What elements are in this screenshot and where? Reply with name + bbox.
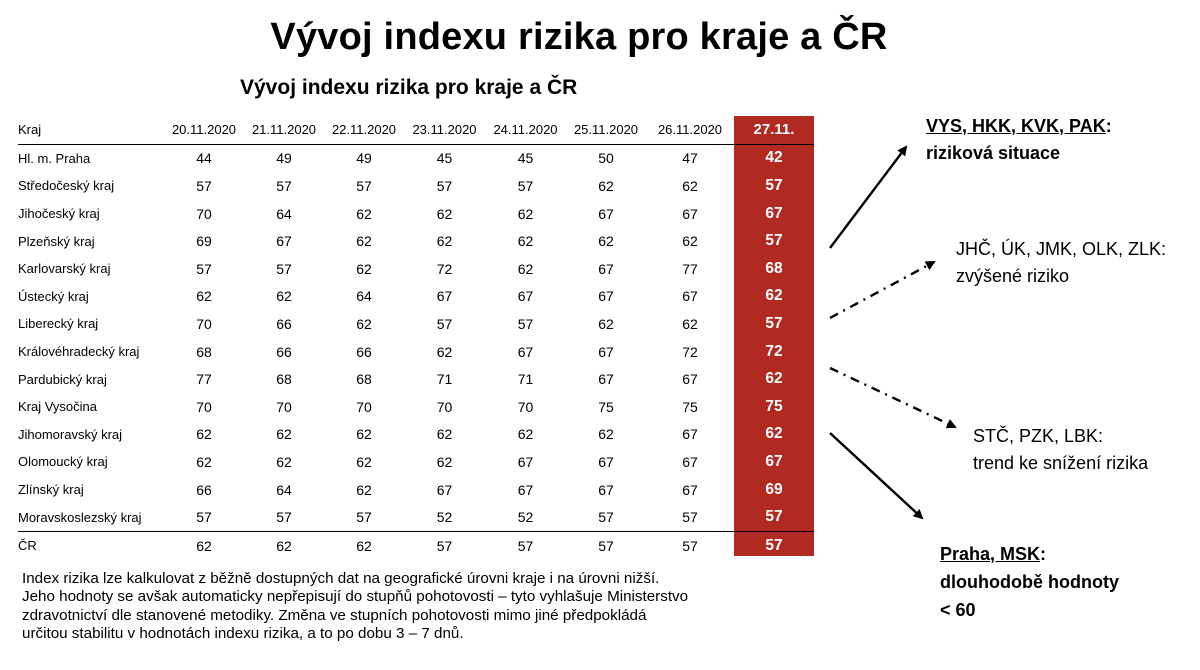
index-value: 62	[682, 233, 698, 250]
index-value: 62	[598, 233, 614, 250]
region-name: Jihomoravský kraj	[18, 426, 123, 442]
index-value: 57	[598, 537, 614, 554]
index-value: 68	[276, 371, 292, 388]
header-date: 25.11.2020	[573, 122, 639, 138]
index-value: 67	[598, 288, 614, 305]
index-value: 62	[517, 233, 534, 250]
index-value: 62	[517, 260, 534, 277]
index-value: 57	[682, 509, 698, 526]
index-value: 77	[196, 371, 212, 388]
index-value: 57	[436, 177, 453, 194]
index-value: 67	[436, 288, 453, 305]
index-value: 57	[436, 315, 453, 332]
region-name: Karlovarský kraj	[18, 261, 111, 277]
index-value: 75	[682, 398, 698, 415]
index-value: 67	[517, 343, 534, 360]
index-value: 67	[682, 481, 698, 498]
region-name: Pardubický kraj	[18, 371, 107, 387]
longterm-threshold: < 60	[940, 600, 976, 620]
index-value: 72	[682, 343, 698, 360]
index-value: 62	[276, 453, 292, 470]
header-latest-date: 27.11.	[753, 121, 795, 139]
index-value: 70	[276, 398, 292, 415]
index-value: 67	[682, 371, 698, 388]
index-value: 70	[196, 315, 212, 332]
index-value: 62	[598, 177, 614, 194]
region-name: Moravskoslezský kraj	[18, 509, 142, 525]
risk-codes: VYS, HKK, KVK, PAK	[926, 116, 1106, 136]
table-title: Vývoj indexu rizika pro kraje a ČR	[240, 76, 578, 99]
index-value: 67	[517, 453, 534, 470]
latest-index-value: 62	[765, 287, 783, 305]
index-value: 57	[436, 537, 453, 554]
region-name: Ústecký kraj	[18, 288, 89, 304]
index-value: 62	[598, 426, 614, 443]
index-value: 62	[276, 288, 292, 305]
latest-index-value: 57	[765, 508, 783, 526]
annotation-declining-trend	[973, 423, 1148, 477]
index-value: 57	[517, 315, 534, 332]
index-value: 49	[276, 150, 292, 167]
index-value: 57	[356, 177, 372, 194]
index-value: 70	[436, 398, 453, 415]
index-value: 57	[276, 177, 292, 194]
latest-index-value: 57	[765, 232, 783, 250]
index-value: 77	[682, 260, 698, 277]
index-value: 62	[356, 426, 372, 443]
declining-codes: STČ, PZK, LBK:	[973, 426, 1104, 446]
region-name: Plzeňský kraj	[18, 233, 95, 249]
region-name: ČR	[18, 538, 37, 554]
index-value: 62	[196, 453, 212, 470]
header-date: 23.11.2020	[412, 122, 477, 138]
footnote-line: Index rizika lze kalkulovat z běžně dostupných dat na geografické úrovni kraje i na úrovni nižší.	[22, 570, 660, 587]
index-value: 70	[196, 398, 212, 415]
index-value: 70	[356, 398, 372, 415]
index-value: 64	[276, 205, 292, 222]
region-name: Olomoucký kraj	[18, 454, 108, 470]
index-value: 69	[196, 233, 212, 250]
index-value: 52	[436, 509, 453, 526]
index-value: 62	[682, 177, 698, 194]
index-value: 50	[598, 150, 614, 167]
index-value: 57	[196, 177, 212, 194]
arrow-up-right-solid-icon	[830, 147, 906, 248]
index-value: 62	[682, 315, 698, 332]
index-value: 62	[436, 343, 453, 360]
index-value: 57	[682, 537, 698, 554]
region-name: Královéhradecký kraj	[18, 344, 140, 360]
index-value: 70	[517, 398, 534, 415]
latest-index-value: 69	[765, 480, 783, 498]
index-value: 64	[276, 481, 292, 498]
index-value: 66	[276, 315, 292, 332]
index-value: 62	[356, 260, 372, 277]
declining-text: trend ke snížení rizika	[973, 453, 1149, 473]
longterm-text: dlouhodobě hodnoty	[940, 572, 1119, 592]
elevated-codes: JHČ, ÚK, JMK, OLK, ZLK:	[956, 239, 1167, 259]
header-region: Kraj	[18, 122, 42, 138]
index-value: 52	[517, 509, 534, 526]
arrow-down-right-solid-icon	[830, 433, 922, 518]
latest-index-value: 67	[765, 452, 783, 470]
index-value: 62	[356, 315, 372, 332]
region-name: Hl. m. Praha	[18, 150, 91, 166]
annotation-long-term-low	[940, 540, 1119, 624]
index-value: 62	[598, 315, 614, 332]
latest-index-value: 62	[765, 370, 783, 388]
index-value: 62	[276, 426, 292, 443]
latest-index-value: 42	[765, 149, 783, 167]
footnote-line: Jeho hodnoty se avšak automaticky nepřepisují do stupňů pohotovosti – tyto vyhlašuje Ministerstvo	[22, 588, 689, 606]
index-value: 67	[682, 426, 698, 443]
index-value: 47	[682, 150, 698, 167]
index-value: 62	[436, 453, 453, 470]
longterm-codes: Praha, MSK	[940, 544, 1041, 564]
region-name: Jihočeský kraj	[18, 206, 100, 222]
index-value: 62	[356, 205, 372, 222]
header-date: 26.11.2020	[657, 122, 723, 138]
index-value: 67	[598, 343, 614, 360]
index-value: 62	[436, 205, 453, 222]
index-value: 57	[517, 177, 534, 194]
latest-index-value: 67	[765, 204, 783, 222]
index-value: 67	[276, 233, 292, 250]
index-value: 75	[598, 398, 614, 415]
index-value: 45	[436, 150, 453, 167]
index-value: 57	[276, 509, 292, 526]
header-date: 20.11.2020	[171, 122, 237, 138]
index-value: 67	[682, 288, 698, 305]
index-value: 67	[682, 453, 698, 470]
header-date: 21.11.2020	[251, 122, 317, 138]
index-value: 70	[196, 205, 212, 222]
index-value: 62	[436, 426, 453, 443]
index-value: 57	[517, 537, 534, 554]
index-value: 66	[356, 343, 372, 360]
longterm-codes-suffix: :	[1040, 544, 1047, 564]
index-value: 66	[276, 343, 292, 360]
risk-codes-suffix: :	[1105, 116, 1112, 136]
index-value: 62	[517, 205, 534, 222]
elevated-text: zvýšené riziko	[956, 266, 1070, 286]
latest-index-value: 75	[765, 397, 783, 415]
region-name: Středočeský kraj	[18, 178, 115, 194]
annotation-elevated-risk	[956, 236, 1166, 290]
index-value: 57	[196, 260, 212, 277]
latest-index-value: 57	[765, 314, 783, 332]
index-value: 71	[517, 371, 534, 388]
latest-index-value: 57	[765, 176, 783, 194]
latest-index-value: 68	[765, 259, 783, 277]
index-value: 72	[436, 260, 453, 277]
index-value: 67	[436, 481, 453, 498]
index-value: 44	[196, 150, 212, 167]
index-value: 62	[436, 233, 453, 250]
index-value: 67	[598, 481, 614, 498]
index-value: 62	[356, 481, 372, 498]
risk-text: riziková situace	[926, 143, 1061, 163]
footnote-line: zdravotnictví dle stanovené metodiky. Změna ve stupních pohotovosti mimo jiné předpokládá	[22, 606, 647, 624]
latest-index-value: 62	[765, 425, 783, 443]
index-value: 64	[356, 288, 372, 305]
region-name: Kraj Vysočina	[18, 399, 97, 415]
footnote-line: určitou stabilitu v hodnotách indexu rizika, a to po dobu 3 – 7 dnů.	[22, 625, 464, 643]
index-value: 45	[517, 150, 534, 167]
main-title: Vývoj indexu rizika pro kraje a ČR	[270, 16, 888, 58]
header-date: 22.11.2020	[331, 122, 397, 138]
index-value: 57	[196, 509, 212, 526]
index-value: 62	[356, 233, 372, 250]
index-value: 62	[196, 288, 212, 305]
latest-index-value: 57	[765, 536, 783, 554]
index-value: 67	[517, 481, 534, 498]
latest-index-value: 72	[765, 342, 783, 360]
index-value: 49	[356, 150, 372, 167]
index-value: 68	[196, 343, 212, 360]
index-value: 67	[682, 205, 698, 222]
index-value: 62	[356, 453, 372, 470]
index-value: 66	[196, 481, 212, 498]
index-value: 68	[356, 371, 372, 388]
index-value: 62	[196, 537, 212, 554]
annotation-risk-situation	[926, 113, 1112, 167]
index-value: 67	[598, 371, 614, 388]
region-name: Zlínský kraj	[18, 482, 84, 498]
region-name: Liberecký kraj	[18, 316, 99, 332]
index-value: 62	[276, 537, 292, 554]
arrow-up-right-dashed-icon	[830, 262, 934, 318]
index-value: 71	[436, 371, 453, 388]
index-value: 57	[356, 509, 372, 526]
index-value: 67	[598, 205, 614, 222]
index-value: 62	[196, 426, 212, 443]
index-value: 62	[356, 537, 372, 554]
index-value: 57	[276, 260, 292, 277]
index-value: 57	[598, 509, 614, 526]
index-value: 67	[517, 288, 534, 305]
index-value: 62	[517, 426, 534, 443]
index-value: 67	[598, 453, 614, 470]
index-value: 67	[598, 260, 614, 277]
arrow-down-right-dashed-icon	[830, 368, 955, 427]
header-date: 24.11.2020	[493, 122, 558, 138]
